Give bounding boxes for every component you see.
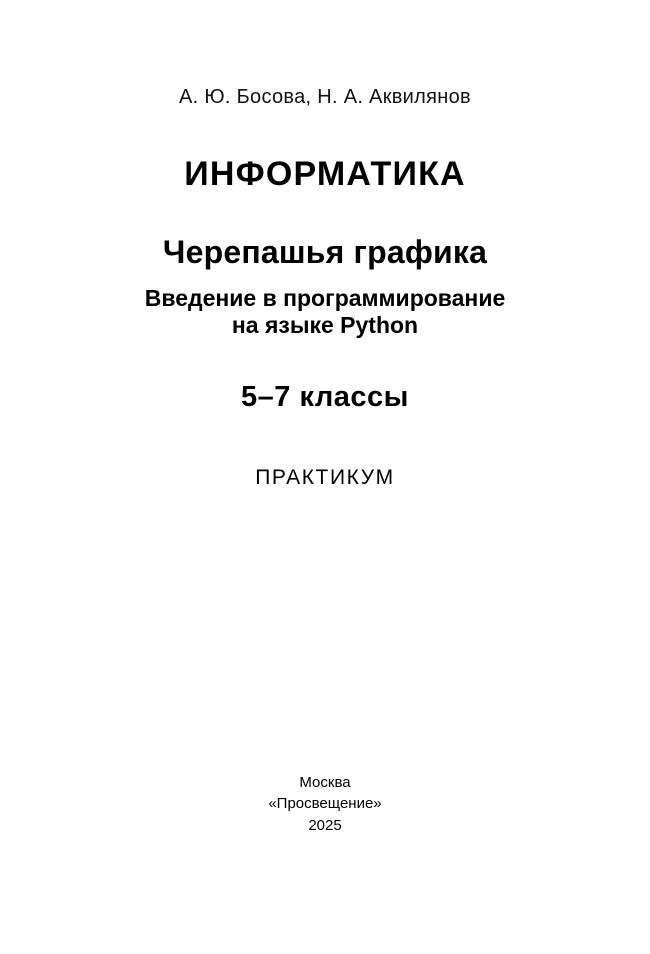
grades-line: 5–7 классы: [241, 381, 409, 414]
imprint-year: 2025: [308, 816, 342, 834]
subtitle-line-2: на языке Python: [231, 312, 419, 339]
subject-title: ИНФОРМАТИКА: [184, 155, 466, 193]
imprint-block: [0, 772, 650, 836]
subtitle-block: [0, 285, 650, 339]
authors-line: А. Ю. Босова, Н. А. Аквилянов: [179, 86, 471, 108]
book-type-label: ПРАКТИКУМ: [255, 466, 395, 490]
subtitle-line-1: Введение в программирование: [144, 285, 506, 311]
imprint-city: Москва: [299, 774, 351, 791]
imprint-publisher: «Просвещение»: [268, 795, 382, 813]
page-title: Черепашья графика: [162, 234, 488, 270]
